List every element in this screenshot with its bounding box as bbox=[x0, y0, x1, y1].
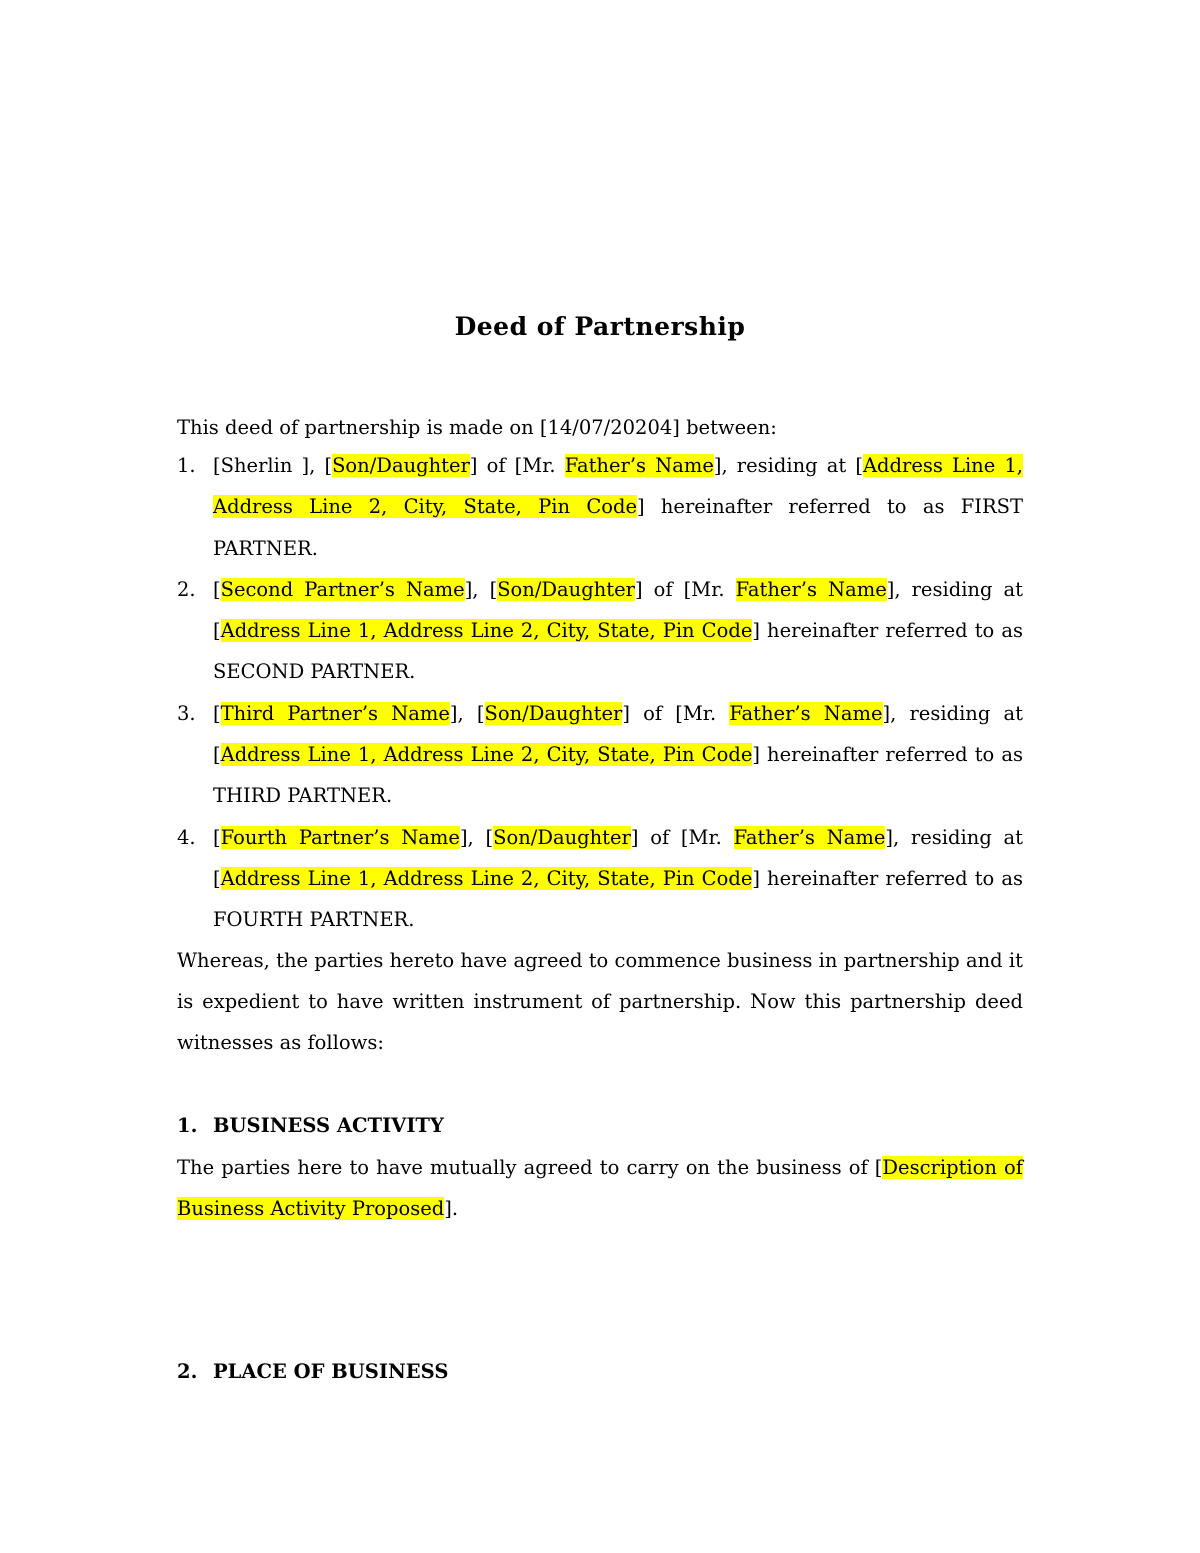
section-title: BUSINESS ACTIVITY bbox=[213, 1114, 444, 1137]
list-number: 1. bbox=[177, 454, 196, 477]
father-name-placeholder: Father’s Name bbox=[733, 825, 886, 849]
section-heading bbox=[177, 1360, 448, 1383]
partner-list bbox=[177, 445, 1023, 941]
connector-text: ] of [Mr. bbox=[469, 454, 565, 477]
partner-name-placeholder: Fourth Partner’s Name bbox=[220, 825, 460, 849]
connector-text: ] hereinafter referred to as THIRD PARTNER. bbox=[213, 743, 1023, 808]
paragraph-text: ]. bbox=[444, 1197, 459, 1220]
connector-text: ], residing at [ bbox=[713, 454, 863, 477]
bracket-text: ], [ bbox=[301, 454, 333, 477]
relation-placeholder: Son/Daughter bbox=[497, 577, 635, 601]
father-name-placeholder: Father’s Name bbox=[729, 701, 883, 725]
intro-paragraph: This deed of partnership is made on [14/07/20204] between: bbox=[177, 416, 777, 439]
list-item bbox=[177, 445, 1023, 569]
relation-placeholder: Son/Daughter bbox=[484, 701, 623, 725]
business-activity-paragraph bbox=[177, 1147, 1023, 1229]
whereas-paragraph: Whereas, the parties hereto have agreed to commence business in partnership and it is expedient to have written instrument of partnership. Now this partnership deed witnesses as follows: bbox=[177, 949, 1023, 1054]
connector-text: ] of [Mr. bbox=[634, 577, 736, 601]
father-name-placeholder: Father’s Name bbox=[735, 577, 887, 601]
section-heading bbox=[177, 1114, 444, 1137]
list-number: 4. bbox=[177, 825, 196, 849]
connector-text: ] hereinafter referred to as SECOND PARTNER. bbox=[213, 619, 1023, 684]
father-name-placeholder: Father’s Name bbox=[564, 454, 714, 477]
list-item bbox=[177, 817, 1023, 941]
address-placeholder: Address Line 1, Address Line 2, City, State, Pin Code bbox=[220, 866, 753, 890]
address-placeholder: Address Line 1, Address Line 2, City, State, Pin Code bbox=[213, 454, 1023, 519]
bracket-text: [ bbox=[213, 454, 221, 477]
paragraph-text: The parties here to have mutually agreed to carry on the business of [ bbox=[177, 1156, 883, 1179]
business-description-placeholder: Description of Business Activity Proposed bbox=[177, 1156, 1024, 1220]
partner-name: Sherlin bbox=[220, 454, 302, 477]
connector-text: ], residing at [ bbox=[213, 577, 1023, 643]
connector-text: ], residing at [ bbox=[213, 825, 1023, 890]
connector-text: ] hereinafter referred to as FOURTH PARTNER. bbox=[213, 866, 1023, 932]
section-number: 1. bbox=[177, 1114, 198, 1137]
connector-text: ], residing at [ bbox=[213, 701, 1023, 767]
bracket-text: ], [ bbox=[464, 577, 498, 601]
bracket-text: [ bbox=[213, 701, 221, 725]
connector-text: ] of [Mr. bbox=[622, 701, 730, 725]
connector-text: ] of [Mr. bbox=[630, 825, 734, 849]
bracket-text: ], [ bbox=[459, 825, 494, 849]
list-item bbox=[177, 569, 1023, 693]
partner-name-placeholder: Second Partner’s Name bbox=[220, 577, 465, 601]
bracket-text: [ bbox=[213, 577, 221, 601]
address-placeholder: Address Line 1, Address Line 2, City, State, Pin Code bbox=[220, 619, 753, 643]
list-item bbox=[177, 693, 1023, 817]
list-number: 2. bbox=[177, 577, 196, 601]
relation-placeholder: Son/Daughter bbox=[493, 825, 631, 849]
partner-name-placeholder: Third Partner’s Name bbox=[220, 701, 450, 725]
document-title: Deed of Partnership bbox=[454, 312, 746, 341]
section-title: PLACE OF BUSINESS bbox=[213, 1360, 449, 1383]
bracket-text: ], [ bbox=[449, 701, 485, 725]
connector-text: ] hereinafter referred to as FIRST PARTNER. bbox=[213, 495, 1023, 560]
list-number: 3. bbox=[177, 701, 196, 725]
address-placeholder: Address Line 1, Address Line 2, City, State, Pin Code bbox=[220, 743, 753, 767]
section-number: 2. bbox=[177, 1360, 198, 1383]
bracket-text: [ bbox=[213, 825, 221, 849]
relation-placeholder: Son/Daughter bbox=[332, 454, 470, 477]
